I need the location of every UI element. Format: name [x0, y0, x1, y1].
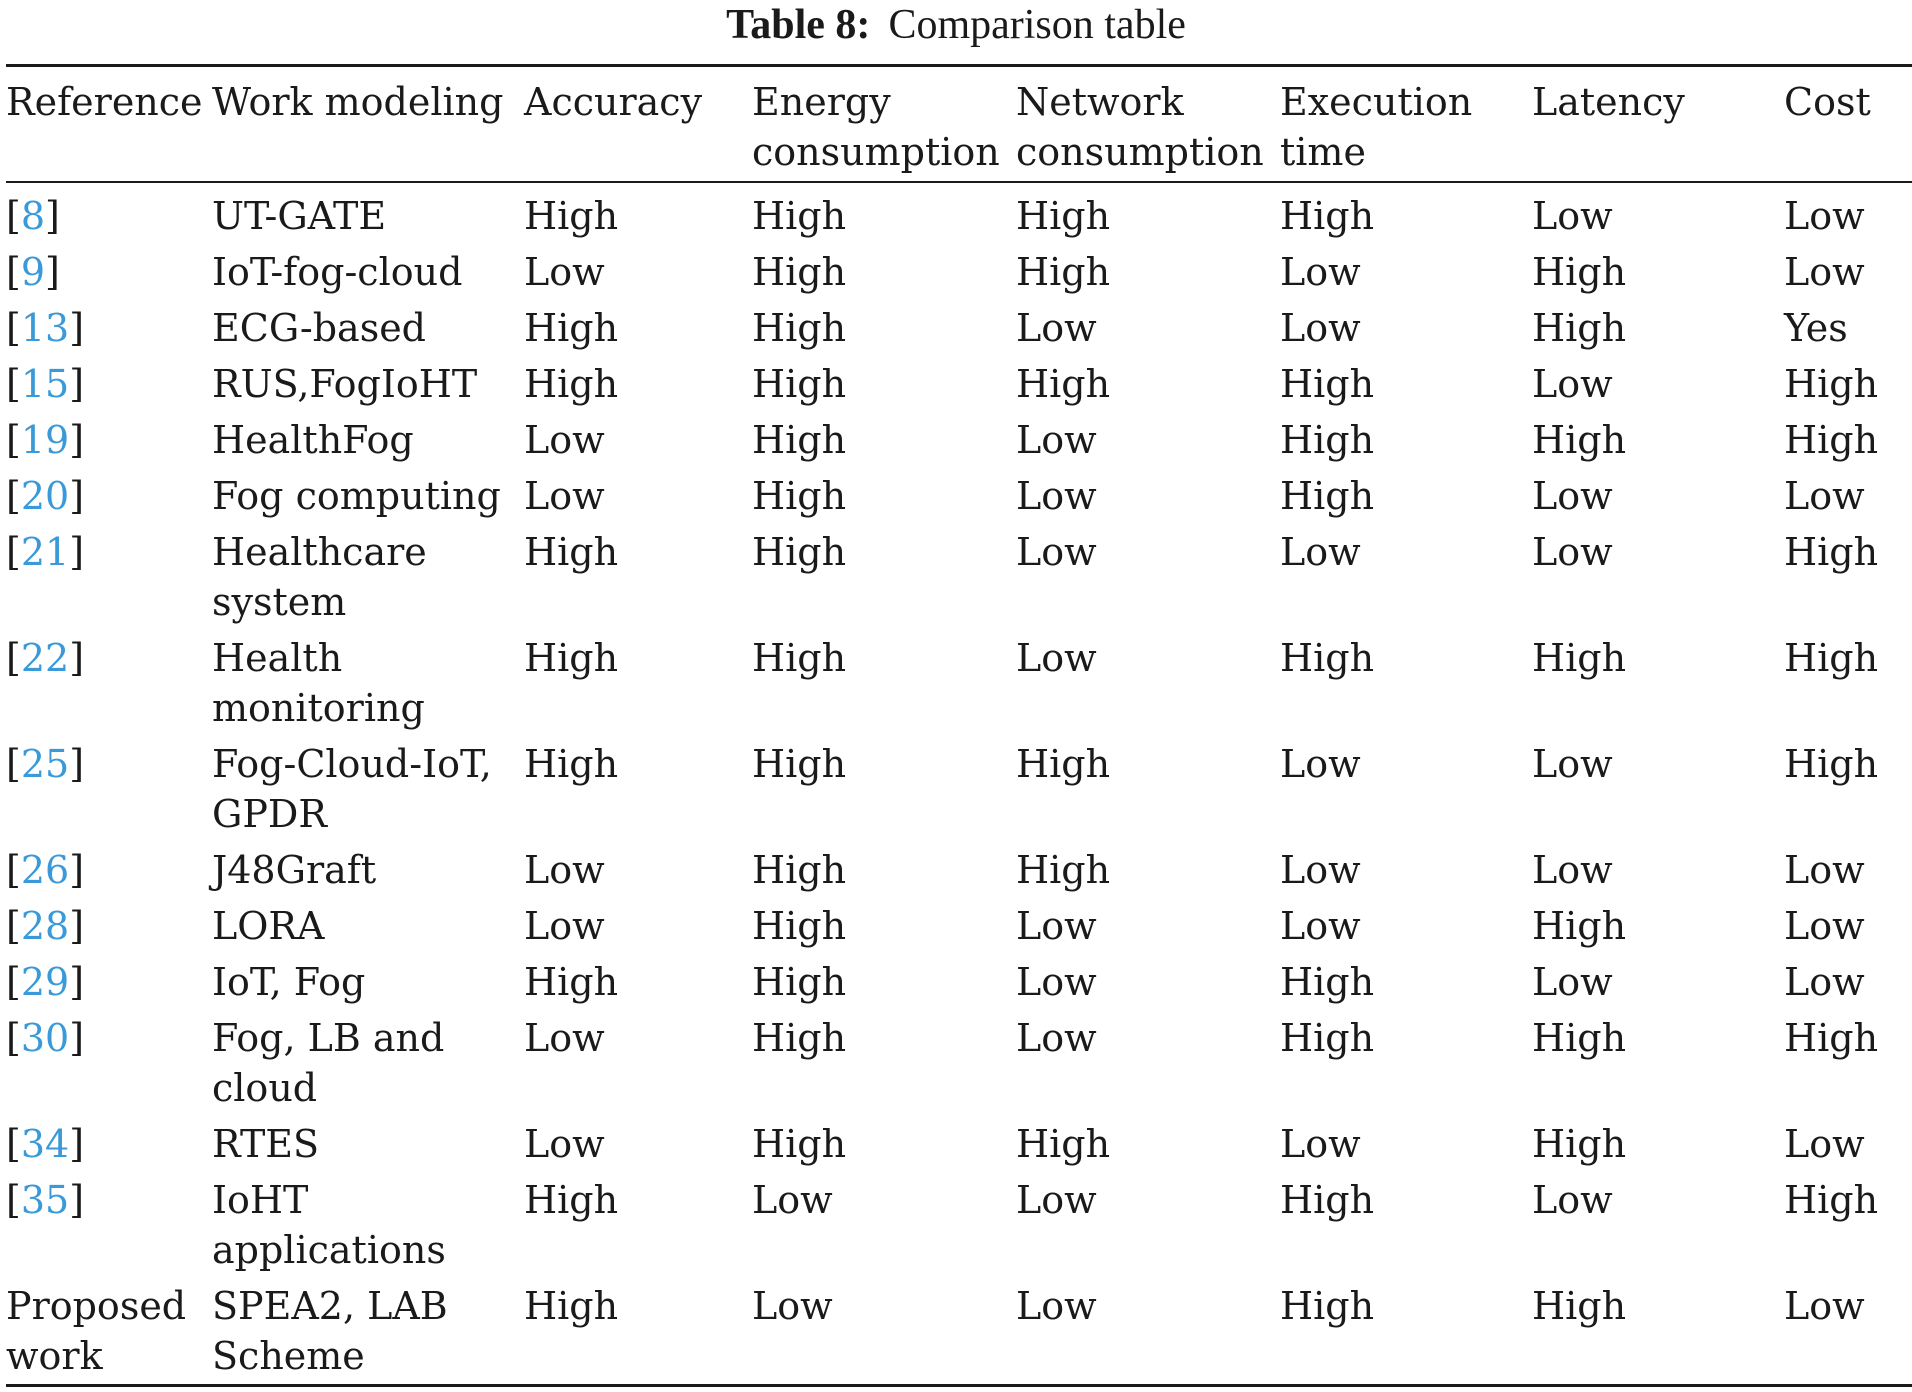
col-accuracy-header: [524, 66, 752, 183]
cost-cell: High: [1784, 362, 1879, 406]
reference-open-bracket: [: [6, 362, 21, 406]
reference-citation-link[interactable]: [6, 362, 84, 406]
reference-text: work: [6, 1334, 103, 1378]
latency-cell: Low: [1532, 474, 1613, 518]
table-row: [6, 300, 1912, 356]
table-row: [6, 244, 1912, 300]
accuracy-cell: High: [524, 306, 619, 350]
reference-number[interactable]: 25: [20, 742, 70, 786]
cost-cell: Low: [1784, 474, 1865, 518]
work-modeling-text: UT-GATE: [212, 194, 387, 238]
execution-time-cell: High: [1280, 960, 1375, 1004]
reference-cell: [6, 842, 212, 898]
reference-cell: [6, 524, 212, 630]
work-modeling-cell: [212, 524, 524, 630]
cost-cell: Low: [1784, 1284, 1865, 1328]
table-row: [6, 182, 1912, 244]
table-row: [6, 954, 1912, 1010]
execution-time-cell: High: [1280, 1178, 1375, 1222]
accuracy-cell: High: [524, 1178, 619, 1222]
execution-time-cell: Low: [1280, 742, 1361, 786]
network-consumption-cell: Low: [1016, 1284, 1097, 1328]
cost-cell: High: [1784, 1016, 1879, 1060]
reference-cell: [6, 954, 212, 1010]
reference-close-bracket: ]: [69, 1178, 85, 1222]
accuracy-cell: High: [524, 1284, 619, 1328]
reference-close-bracket: ]: [69, 848, 85, 892]
reference-cell: [6, 1172, 212, 1278]
reference-open-bracket: [: [6, 1122, 21, 1166]
table-row: [6, 630, 1912, 736]
network-consumption-cell: Low: [1016, 418, 1097, 462]
reference-number[interactable]: 20: [20, 474, 70, 518]
work-modeling-text: IoT, Fog: [212, 960, 366, 1004]
latency-cell: High: [1532, 636, 1627, 680]
reference-citation-link[interactable]: [6, 306, 84, 350]
reference-close-bracket: ]: [69, 1016, 85, 1060]
reference-number[interactable]: 29: [20, 960, 70, 1004]
work-modeling-text: system: [212, 580, 347, 624]
latency-cell: Low: [1532, 742, 1613, 786]
accuracy-cell: Low: [524, 250, 605, 294]
header-line: consumption: [1016, 130, 1264, 174]
work-modeling-text: Healthcare: [212, 530, 427, 574]
reference-number[interactable]: 30: [20, 1016, 70, 1060]
execution-time-cell: High: [1280, 1016, 1375, 1060]
reference-citation-link[interactable]: [6, 194, 60, 238]
network-consumption-cell: Low: [1016, 1178, 1097, 1222]
accuracy-cell: High: [524, 362, 619, 406]
cost-cell: High: [1784, 530, 1879, 574]
work-modeling-cell: [212, 1010, 524, 1116]
accuracy-cell: Low: [524, 848, 605, 892]
network-consumption-cell: High: [1016, 848, 1111, 892]
work-modeling-text: Scheme: [212, 1334, 365, 1378]
reference-cell: [6, 356, 212, 412]
network-consumption-cell: Low: [1016, 306, 1097, 350]
latency-cell: High: [1532, 1016, 1627, 1060]
col-execution-time-header: [1280, 66, 1532, 183]
table-body: [6, 182, 1912, 1386]
table-caption-title: Comparison table: [888, 2, 1186, 48]
reference-cell: [6, 300, 212, 356]
reference-number[interactable]: 8: [20, 194, 46, 238]
reference-close-bracket: ]: [69, 530, 85, 574]
reference-cell: [6, 630, 212, 736]
cost-cell: Low: [1784, 1122, 1865, 1166]
col-latency-header: [1532, 66, 1784, 183]
reference-citation-link[interactable]: [6, 742, 84, 786]
reference-open-bracket: [: [6, 1016, 21, 1060]
accuracy-cell: High: [524, 742, 619, 786]
reference-citation-link[interactable]: [6, 848, 84, 892]
network-consumption-cell: Low: [1016, 960, 1097, 1004]
work-modeling-text: IoHT: [212, 1178, 309, 1222]
latency-cell: Low: [1532, 530, 1613, 574]
energy-consumption-cell: High: [752, 742, 847, 786]
work-modeling-cell: [212, 182, 524, 244]
header-line: time: [1280, 130, 1366, 174]
latency-cell: Low: [1532, 194, 1613, 238]
cost-cell: High: [1784, 742, 1879, 786]
reference-open-bracket: [: [6, 960, 21, 1004]
cost-cell: Low: [1784, 848, 1865, 892]
header-line: Work modeling: [212, 80, 504, 124]
reference-cell: [6, 244, 212, 300]
reference-citation-link[interactable]: [6, 904, 84, 948]
table-row: [6, 1172, 1912, 1278]
reference-open-bracket: [: [6, 474, 21, 518]
reference-open-bracket: [: [6, 1178, 21, 1222]
reference-citation-link[interactable]: [6, 960, 84, 1004]
energy-consumption-cell: High: [752, 960, 847, 1004]
table-caption: [0, 0, 1912, 52]
work-modeling-cell: [212, 468, 524, 524]
execution-time-cell: High: [1280, 362, 1375, 406]
latency-cell: High: [1532, 904, 1627, 948]
energy-consumption-cell: High: [752, 306, 847, 350]
work-modeling-text: HealthFog: [212, 418, 414, 462]
energy-consumption-cell: High: [752, 848, 847, 892]
reference-number[interactable]: 22: [20, 636, 70, 680]
work-modeling-cell: [212, 842, 524, 898]
work-modeling-cell: [212, 1278, 524, 1386]
latency-cell: High: [1532, 1284, 1627, 1328]
reference-number[interactable]: 9: [20, 250, 46, 294]
accuracy-cell: Low: [524, 418, 605, 462]
latency-cell: Low: [1532, 362, 1613, 406]
table-row: [6, 898, 1912, 954]
reference-number[interactable]: 19: [20, 418, 70, 462]
execution-time-cell: High: [1280, 636, 1375, 680]
work-modeling-text: Fog computing: [212, 474, 501, 518]
reference-number[interactable]: 28: [20, 904, 70, 948]
header-line: consumption: [752, 130, 1000, 174]
reference-cell: [6, 898, 212, 954]
work-modeling-text: ECG-based: [212, 306, 427, 350]
reference-close-bracket: ]: [45, 194, 60, 238]
cost-cell: High: [1784, 1178, 1879, 1222]
accuracy-cell: High: [524, 194, 619, 238]
work-modeling-text: LORA: [212, 904, 325, 948]
energy-consumption-cell: High: [752, 250, 847, 294]
network-consumption-cell: High: [1016, 194, 1111, 238]
table-row: [6, 412, 1912, 468]
reference-close-bracket: ]: [45, 250, 60, 294]
reference-close-bracket: ]: [69, 362, 85, 406]
table-row: [6, 736, 1912, 842]
accuracy-cell: Low: [524, 1122, 605, 1166]
table-caption-label: Table 8:: [726, 2, 871, 48]
work-modeling-cell: [212, 630, 524, 736]
network-consumption-cell: High: [1016, 362, 1111, 406]
work-modeling-cell: [212, 300, 524, 356]
reference-close-bracket: ]: [69, 742, 85, 786]
energy-consumption-cell: High: [752, 530, 847, 574]
table-row: [6, 842, 1912, 898]
execution-time-cell: High: [1280, 194, 1375, 238]
comparison-table: [6, 64, 1912, 1387]
execution-time-cell: Low: [1280, 904, 1361, 948]
reference-close-bracket: ]: [69, 960, 85, 1004]
accuracy-cell: High: [524, 960, 619, 1004]
header-line: Energy: [752, 80, 891, 124]
reference-number[interactable]: 13: [20, 306, 70, 350]
latency-cell: High: [1532, 306, 1627, 350]
col-work-modeling-header: [212, 66, 524, 183]
reference-open-bracket: [: [6, 742, 21, 786]
reference-citation-link[interactable]: [6, 1178, 84, 1222]
network-consumption-cell: Low: [1016, 904, 1097, 948]
cost-cell: High: [1784, 418, 1879, 462]
work-modeling-text: cloud: [212, 1066, 318, 1110]
reference-citation-link[interactable]: [6, 530, 84, 574]
work-modeling-text: RTES: [212, 1122, 320, 1166]
network-consumption-cell: High: [1016, 742, 1111, 786]
energy-consumption-cell: High: [752, 904, 847, 948]
work-modeling-cell: [212, 412, 524, 468]
reference-open-bracket: [: [6, 418, 21, 462]
reference-close-bracket: ]: [69, 904, 85, 948]
execution-time-cell: High: [1280, 418, 1375, 462]
latency-cell: Low: [1532, 1178, 1613, 1222]
reference-number[interactable]: 34: [20, 1122, 70, 1166]
cost-cell: Low: [1784, 904, 1865, 948]
table-row: [6, 1116, 1912, 1172]
table-row: [6, 1278, 1912, 1386]
energy-consumption-cell: High: [752, 194, 847, 238]
network-consumption-cell: Low: [1016, 530, 1097, 574]
work-modeling-cell: [212, 1116, 524, 1172]
network-consumption-cell: Low: [1016, 636, 1097, 680]
reference-close-bracket: ]: [69, 1122, 85, 1166]
reference-close-bracket: ]: [69, 474, 85, 518]
reference-cell: [6, 736, 212, 842]
table-row: [6, 356, 1912, 412]
cost-cell: High: [1784, 636, 1879, 680]
table-row: [6, 468, 1912, 524]
reference-close-bracket: ]: [69, 636, 85, 680]
reference-open-bracket: [: [6, 194, 21, 238]
energy-consumption-cell: High: [752, 418, 847, 462]
col-reference-header: [6, 66, 212, 183]
energy-consumption-cell: Low: [752, 1284, 833, 1328]
work-modeling-text: RUS,FogIoHT: [212, 362, 478, 406]
table-row: [6, 524, 1912, 630]
latency-cell: Low: [1532, 960, 1613, 1004]
reference-open-bracket: [: [6, 848, 21, 892]
reference-cell: [6, 182, 212, 244]
work-modeling-text: applications: [212, 1228, 446, 1272]
work-modeling-text: IoT-fog-cloud: [212, 250, 463, 294]
work-modeling-cell: [212, 898, 524, 954]
latency-cell: High: [1532, 250, 1627, 294]
col-cost-header: [1784, 66, 1912, 183]
reference-citation-link[interactable]: [6, 418, 84, 462]
reference-close-bracket: ]: [69, 306, 85, 350]
table-row: [6, 1010, 1912, 1116]
reference-number[interactable]: 26: [20, 848, 70, 892]
execution-time-cell: Low: [1280, 848, 1361, 892]
energy-consumption-cell: Low: [752, 1178, 833, 1222]
cost-cell: Low: [1784, 194, 1865, 238]
execution-time-cell: Low: [1280, 306, 1361, 350]
latency-cell: Low: [1532, 848, 1613, 892]
reference-open-bracket: [: [6, 250, 21, 294]
network-consumption-cell: High: [1016, 1122, 1111, 1166]
reference-open-bracket: [: [6, 904, 21, 948]
reference-cell: [6, 1116, 212, 1172]
work-modeling-cell: [212, 736, 524, 842]
accuracy-cell: High: [524, 530, 619, 574]
work-modeling-text: Fog-Cloud-IoT,: [212, 742, 492, 786]
header-line: Cost: [1784, 80, 1871, 124]
execution-time-cell: High: [1280, 474, 1375, 518]
reference-citation-link[interactable]: [6, 250, 60, 294]
latency-cell: High: [1532, 1122, 1627, 1166]
reference-citation-link[interactable]: [6, 474, 84, 518]
header-line: Execution: [1280, 80, 1473, 124]
execution-time-cell: Low: [1280, 250, 1361, 294]
work-modeling-cell: [212, 1172, 524, 1278]
header-line: Reference: [6, 80, 203, 124]
energy-consumption-cell: High: [752, 1016, 847, 1060]
cost-cell: Low: [1784, 960, 1865, 1004]
energy-consumption-cell: High: [752, 474, 847, 518]
reference-number[interactable]: 15: [20, 362, 70, 406]
latency-cell: High: [1532, 418, 1627, 462]
reference-citation-link[interactable]: [6, 1016, 84, 1060]
accuracy-cell: High: [524, 636, 619, 680]
reference-open-bracket: [: [6, 530, 21, 574]
energy-consumption-cell: High: [752, 1122, 847, 1166]
header-row: [6, 66, 1912, 183]
reference-citation-link[interactable]: [6, 636, 84, 680]
execution-time-cell: High: [1280, 1284, 1375, 1328]
work-modeling-text: Fog, LB and: [212, 1016, 445, 1060]
work-modeling-text: J48Graft: [212, 848, 377, 892]
accuracy-cell: Low: [524, 1016, 605, 1060]
work-modeling-text: monitoring: [212, 686, 425, 730]
col-network-consumption-header: [1016, 66, 1280, 183]
accuracy-cell: Low: [524, 904, 605, 948]
cost-cell: Yes: [1784, 306, 1848, 350]
network-consumption-cell: Low: [1016, 474, 1097, 518]
work-modeling-cell: [212, 356, 524, 412]
network-consumption-cell: Low: [1016, 1016, 1097, 1060]
reference-citation-link[interactable]: [6, 1122, 84, 1166]
network-consumption-cell: High: [1016, 250, 1111, 294]
reference-number[interactable]: 35: [20, 1178, 70, 1222]
header-line: Latency: [1532, 80, 1685, 124]
execution-time-cell: Low: [1280, 1122, 1361, 1166]
work-modeling-text: SPEA2, LAB: [212, 1284, 448, 1328]
reference-cell: [6, 412, 212, 468]
reference-number[interactable]: 21: [20, 530, 70, 574]
work-modeling-cell: [212, 954, 524, 1010]
reference-cell: [6, 468, 212, 524]
reference-open-bracket: [: [6, 306, 21, 350]
work-modeling-cell: [212, 244, 524, 300]
reference-cell: [6, 1278, 212, 1386]
col-energy-consumption-header: [752, 66, 1016, 183]
energy-consumption-cell: High: [752, 362, 847, 406]
work-modeling-text: GPDR: [212, 792, 328, 836]
reference-close-bracket: ]: [69, 418, 85, 462]
accuracy-cell: Low: [524, 474, 605, 518]
reference-cell: [6, 1010, 212, 1116]
reference-text: Proposed: [6, 1284, 187, 1328]
header-line: Network: [1016, 80, 1184, 124]
header-line: Accuracy: [524, 80, 703, 124]
reference-open-bracket: [: [6, 636, 21, 680]
cost-cell: Low: [1784, 250, 1865, 294]
work-modeling-text: Health: [212, 636, 343, 680]
energy-consumption-cell: High: [752, 636, 847, 680]
execution-time-cell: Low: [1280, 530, 1361, 574]
